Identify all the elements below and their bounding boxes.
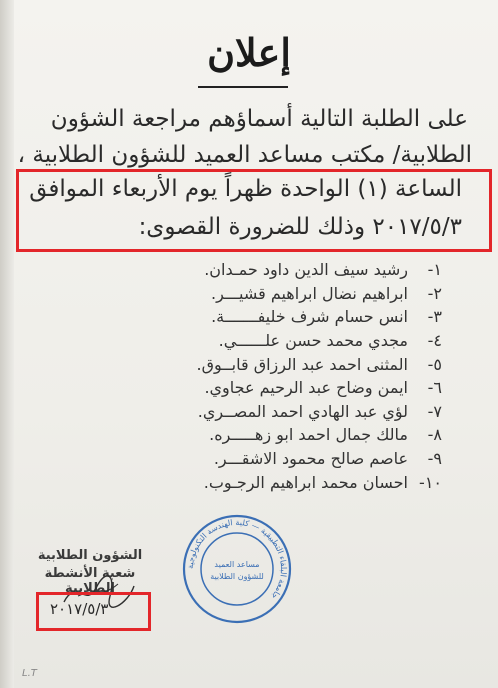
- student-name: مالك جمال احمد ابو زهـــــره.: [209, 425, 408, 445]
- stamp-inner-line-1: مساعد العميد: [214, 560, 260, 569]
- list-item: [62, 329, 442, 353]
- announcement-title: إعلان: [207, 30, 291, 75]
- student-name: احسان محمد ابراهيم الرجـوب.: [203, 472, 408, 492]
- page-edge-shadow: [0, 0, 14, 688]
- list-item: [62, 258, 442, 282]
- highlight-box-date: [36, 592, 151, 631]
- student-name: انس حسام شرف خليفـــــــة.: [211, 307, 408, 327]
- title-underline: [198, 86, 288, 88]
- list-item: [62, 352, 442, 376]
- student-name: عاصم صالح محمود الاشقـــر.: [213, 449, 408, 469]
- student-name: مجدي محمد حسن علــــــي.: [218, 331, 408, 351]
- student-name: المثنى احمد عبد الرزاق قابــوق.: [196, 354, 408, 374]
- item-number: ٨-: [427, 425, 442, 445]
- item-number: ٧-: [427, 401, 442, 421]
- item-number: ٩-: [427, 449, 442, 469]
- announcement-line-3: الساعة (١) الواحدة ظهراً يوم الأربعاء الموافق: [29, 176, 462, 202]
- list-item: [62, 470, 442, 494]
- item-number: ٦-: [427, 378, 442, 398]
- footer-code: L.T: [22, 668, 37, 679]
- list-item: [62, 447, 442, 471]
- student-name: ايمن وضاح عبد الرحيم عجاوي.: [204, 378, 408, 398]
- announcement-line-2: الطلابية/ مكتب مساعد العميد للشؤون الطلابية ،: [17, 142, 472, 168]
- student-name: لؤي عبد الهادي احمد المصــري.: [197, 401, 408, 421]
- announcement-line-1: على الطلبة التالية أسماؤهم مراجعة الشؤون: [50, 106, 468, 132]
- student-name: ابراهيم نضال ابراهيم قشيـــر.: [211, 283, 408, 303]
- item-number: ٢-: [427, 283, 442, 303]
- university-stamp: [181, 513, 293, 625]
- students-list: [62, 258, 442, 494]
- signature-line-1: الشؤون الطلابية: [37, 548, 143, 563]
- list-item: [62, 305, 442, 329]
- signature-date: ٢٠١٧/٥/٣: [50, 600, 109, 618]
- item-number: ٥-: [427, 354, 442, 374]
- list-item: [62, 400, 442, 424]
- highlight-box-datetime: [16, 169, 492, 252]
- item-number: ٤-: [427, 331, 442, 351]
- list-item: [62, 282, 442, 306]
- stamp-inner-line-2: للشؤون الطلابية: [210, 572, 264, 581]
- student-name: رشيد سيف الدين داود حمـدان.: [204, 260, 408, 280]
- item-number: ٣-: [427, 307, 442, 327]
- announcement-line-4: ٢٠١٧/٥/٣ وذلك للضرورة القصوى:: [138, 214, 462, 240]
- stamp-outer-text: جامعة البلقاء التطبيقية — كلية الهندسة التكنولوجية: [185, 517, 289, 601]
- item-number: ١٠-: [419, 472, 442, 492]
- list-item: [62, 423, 442, 447]
- item-number: ١-: [427, 260, 442, 280]
- list-item: [62, 376, 442, 400]
- signature-line-2: شعبة الأنشطة الطلابية: [44, 566, 136, 596]
